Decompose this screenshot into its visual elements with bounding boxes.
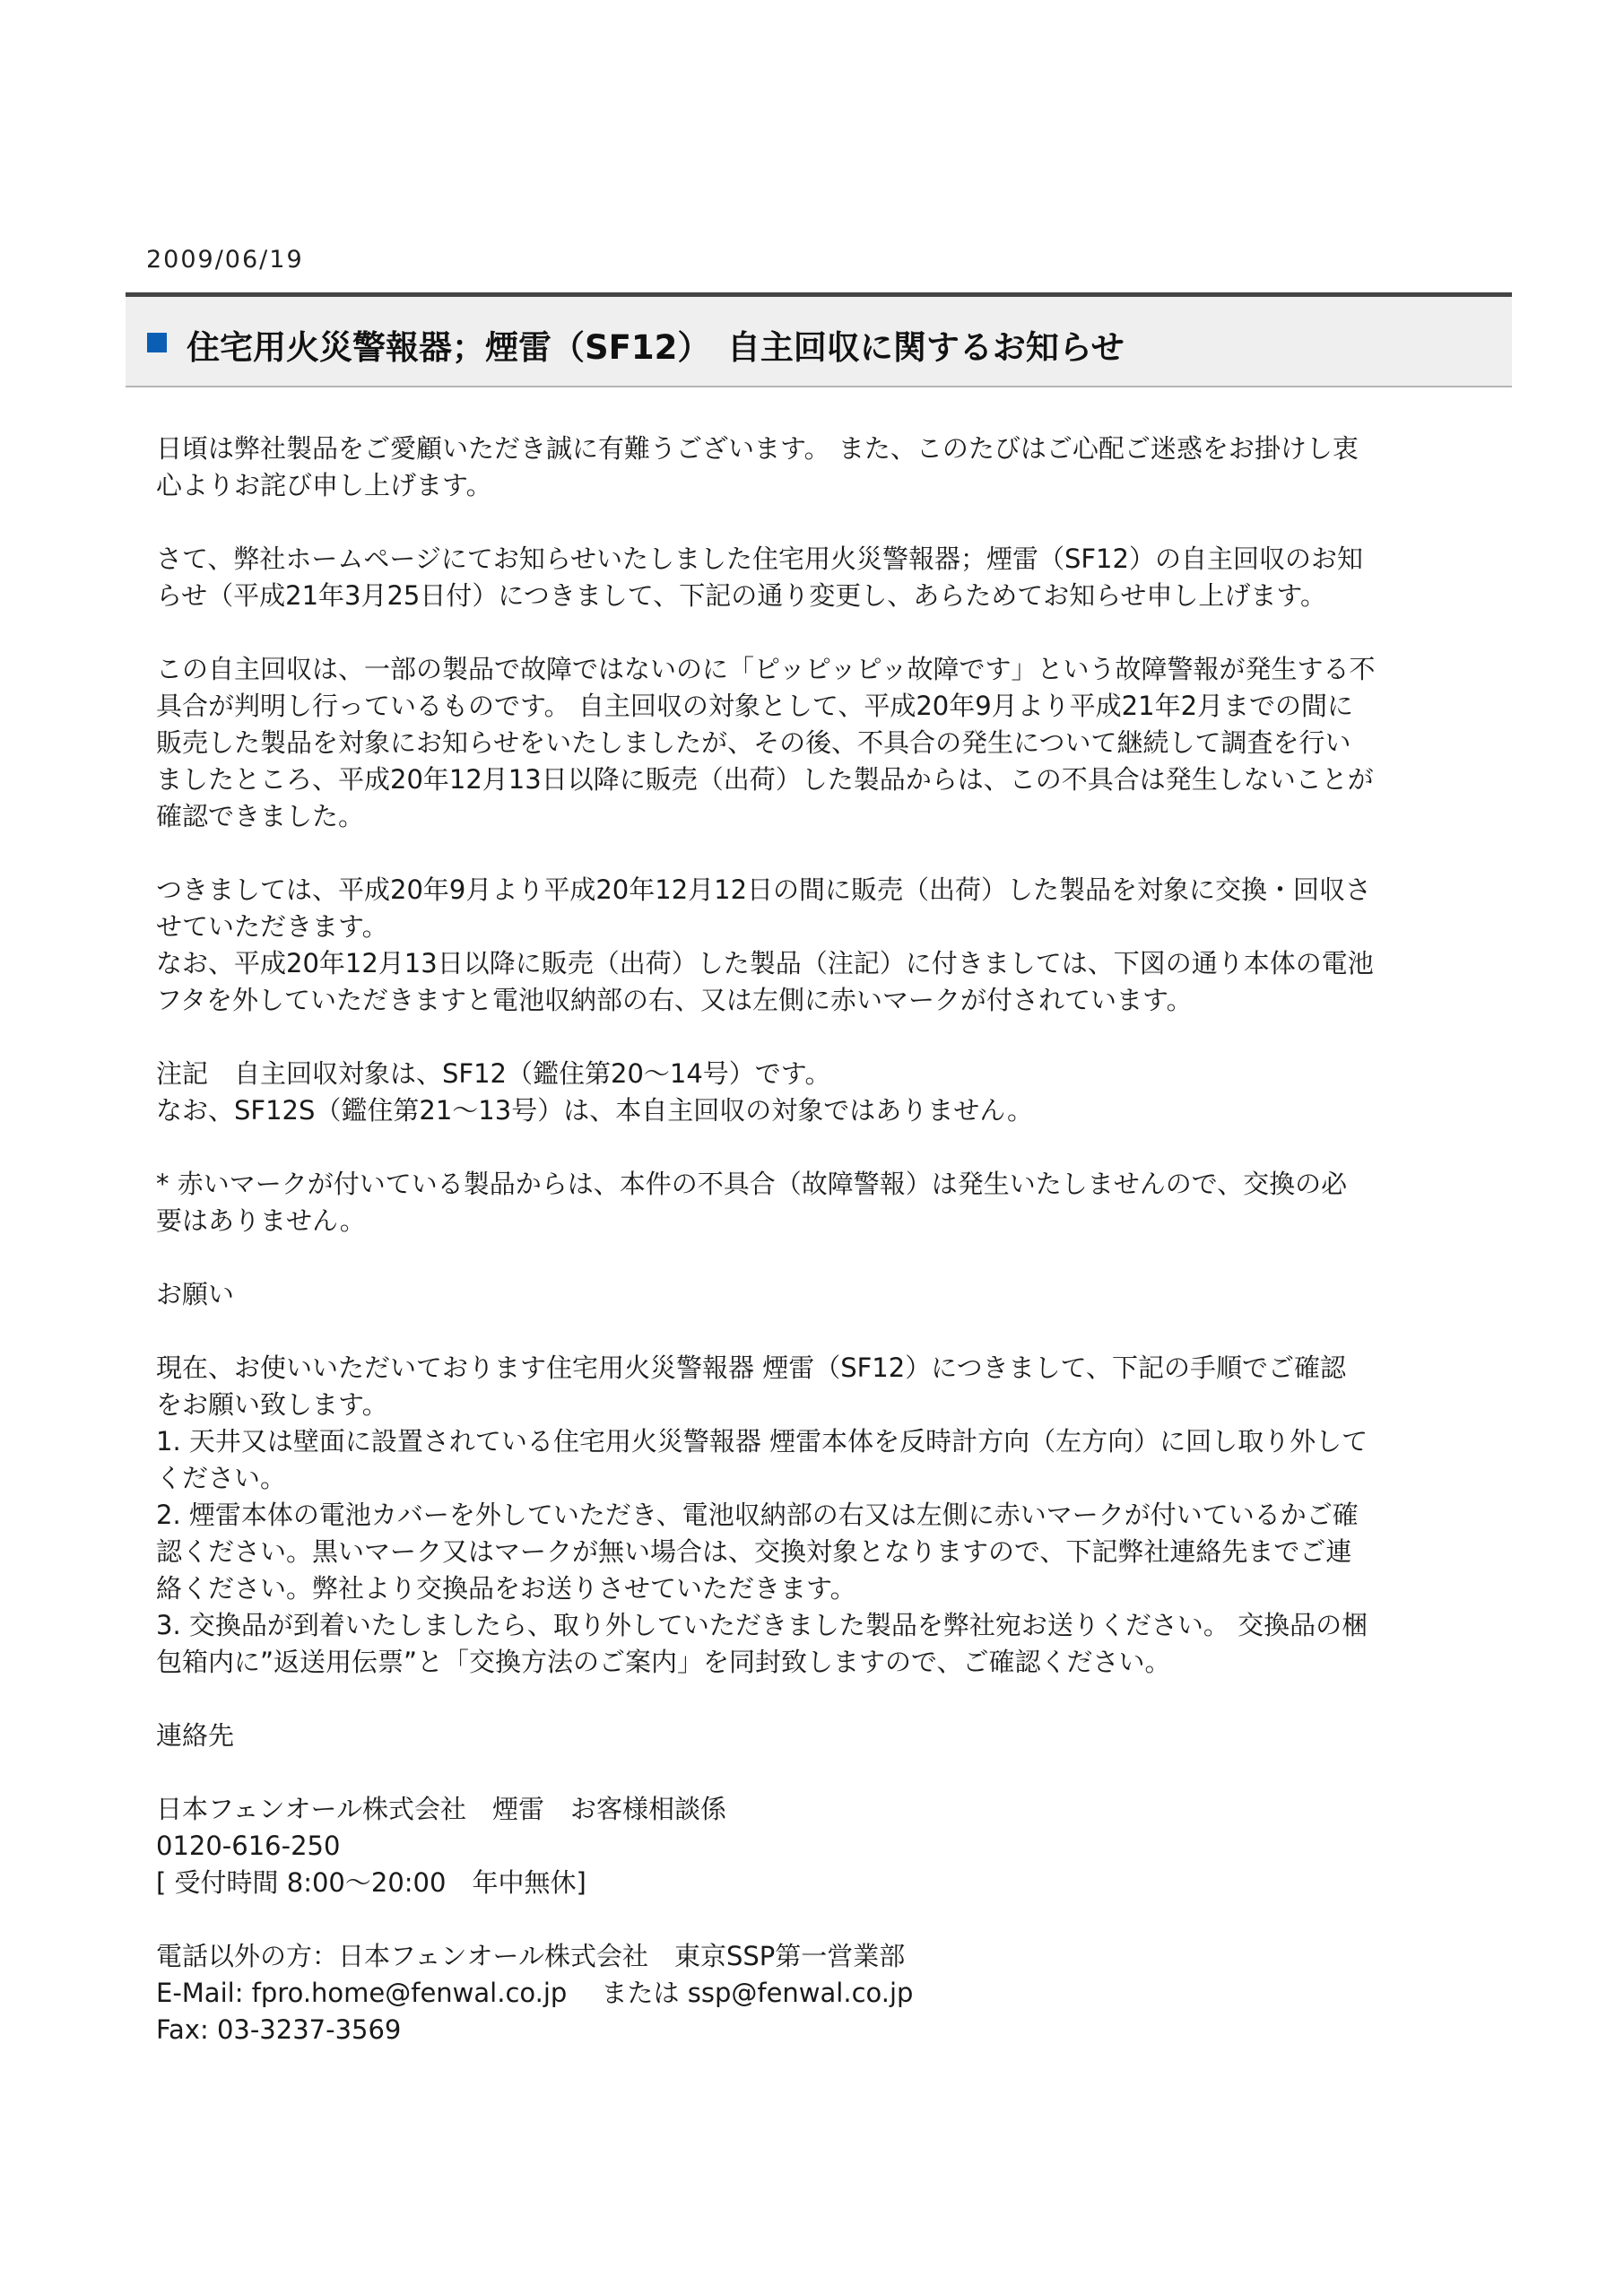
text-line: 絡ください。弊社より交換品をお送りさせていただきます。 — [156, 1573, 856, 1604]
text-line: 現在、お使いいただいております住宅用火災警報器 煙雷（SF12）につきまして、下記の手順でご確認 — [156, 1352, 1347, 1383]
text-line: 日頃は弊社製品をご愛顧いただき誠に有難うございます。 また、このたびはご心配ご迷惑をお掛けし衷 — [156, 433, 1359, 464]
text-line: ましたところ、平成20年12月13日以降に販売（出荷）した製品からは、この不具合は発生しないことが — [156, 764, 1374, 795]
paragraph — [156, 651, 1519, 835]
notice-body — [156, 430, 1519, 2085]
text-line: フタを外していただきますと電池収納部の右、又は左側に赤いマークが付されています。 — [156, 985, 1193, 1015]
text-line: [ 受付時間 8:00～20:00 年中無休] — [156, 1867, 586, 1898]
text-line: 日本フェンオール株式会社 煙雷 お客様相談係 — [156, 1794, 726, 1824]
text-line: 要はありません。 — [156, 1205, 366, 1236]
text-line: Fax: 03-3237-3569 — [156, 2014, 402, 2045]
text-line: 具合が判明し行っているものです。 自主回収の対象として、平成20年9月より平成21年2月までの間に — [156, 691, 1354, 721]
square-bullet-icon — [147, 333, 167, 352]
text-line: つきましては、平成20年9月より平成20年12月12日の間に販売（出荷）した製品を対象に交換・回収さ — [156, 874, 1372, 905]
text-line: 3. 交換品が到着いたしましたら、取り外していただきました製品を弊社宛お送りください。 交換品の梱 — [156, 1610, 1368, 1640]
text-line: 2. 煙雷本体の電池カバーを外していただき、電池収納部の右又は左側に赤いマークが付いているかご確 — [156, 1500, 1359, 1530]
paragraph — [156, 1350, 1519, 1681]
paragraph — [156, 430, 1519, 504]
text-line: 1. 天井又は壁面に設置されている住宅用火災警報器 煙雷本体を反時計方向（左方向）に回し取り外して — [156, 1426, 1368, 1457]
paragraph — [156, 541, 1519, 614]
text-line: 電話以外の方：日本フェンオール株式会社 東京SSP第一営業部 — [156, 1941, 906, 1971]
text-line: お願い — [156, 1279, 235, 1309]
text-line: 認ください。黒いマーク又はマークが無い場合は、交換対象となりますので、下記弊社連絡先までご連 — [156, 1536, 1352, 1567]
paragraph — [156, 1166, 1519, 1239]
paragraph — [156, 1056, 1519, 1129]
text-line: せていただきます。 — [156, 911, 388, 942]
text-line: なお、SF12S（鑑住第21～13号）は、本自主回収の対象ではありません。 — [156, 1095, 1033, 1126]
page-title: 住宅用火災警報器；煙雷（SF12） 自主回収に関するお知らせ — [187, 328, 1125, 367]
paragraph — [156, 1791, 1519, 1901]
text-line: 心よりお詫び申し上げます。 — [156, 470, 492, 500]
text-line: 販売した製品を対象にお知らせをいたしましたが、その後、不具合の発生について継続して調査を行い — [156, 727, 1351, 758]
text-line: をお願い致します。 — [156, 1389, 388, 1420]
text-line: 確認できました。 — [156, 801, 365, 831]
text-line: なお、平成20年12月13日以降に販売（出荷）した製品（注記）に付きましては、下図の通り本体の電池 — [156, 948, 1374, 978]
text-line: E-Mail: fpro.home@fenwal.co.jp または ssp@fenwal.co.jp — [156, 1978, 914, 2008]
text-line: 0120-616-250 — [156, 1831, 341, 1861]
notice-date: 2009/06/19 — [146, 246, 304, 274]
text-line: 包箱内に”返送用伝票”と「交換方法のご案内」を同封致しますので、ご確認ください。 — [156, 1647, 1171, 1677]
paragraph — [156, 1718, 1519, 1754]
title-bar — [126, 292, 1512, 387]
text-line: らせ（平成21年3月25日付）につきまして、下記の通り変更し、あらためてお知らせ申し上げます。 — [156, 580, 1327, 611]
text-line: * 赤いマークが付いている製品からは、本件の不具合（故障警報）は発生いたしませんので、交換の必 — [156, 1169, 1348, 1199]
text-line: この自主回収は、一部の製品で故障ではないのに「ピッピッピッ故障です」という故障警報が発生する不 — [156, 654, 1376, 684]
paragraph — [156, 1276, 1519, 1313]
text-line: 連絡先 — [156, 1720, 235, 1751]
paragraph — [156, 1938, 1519, 2048]
text-line: さて、弊社ホームページにてお知らせいたしました住宅用火災警報器；煙雷（SF12）の自主回収のお知 — [156, 544, 1363, 574]
paragraph — [156, 872, 1519, 1019]
text-line: ください。 — [156, 1463, 287, 1493]
text-line: 注記 自主回収対象は、SF12（鑑住第20～14号）です。 — [156, 1058, 831, 1089]
